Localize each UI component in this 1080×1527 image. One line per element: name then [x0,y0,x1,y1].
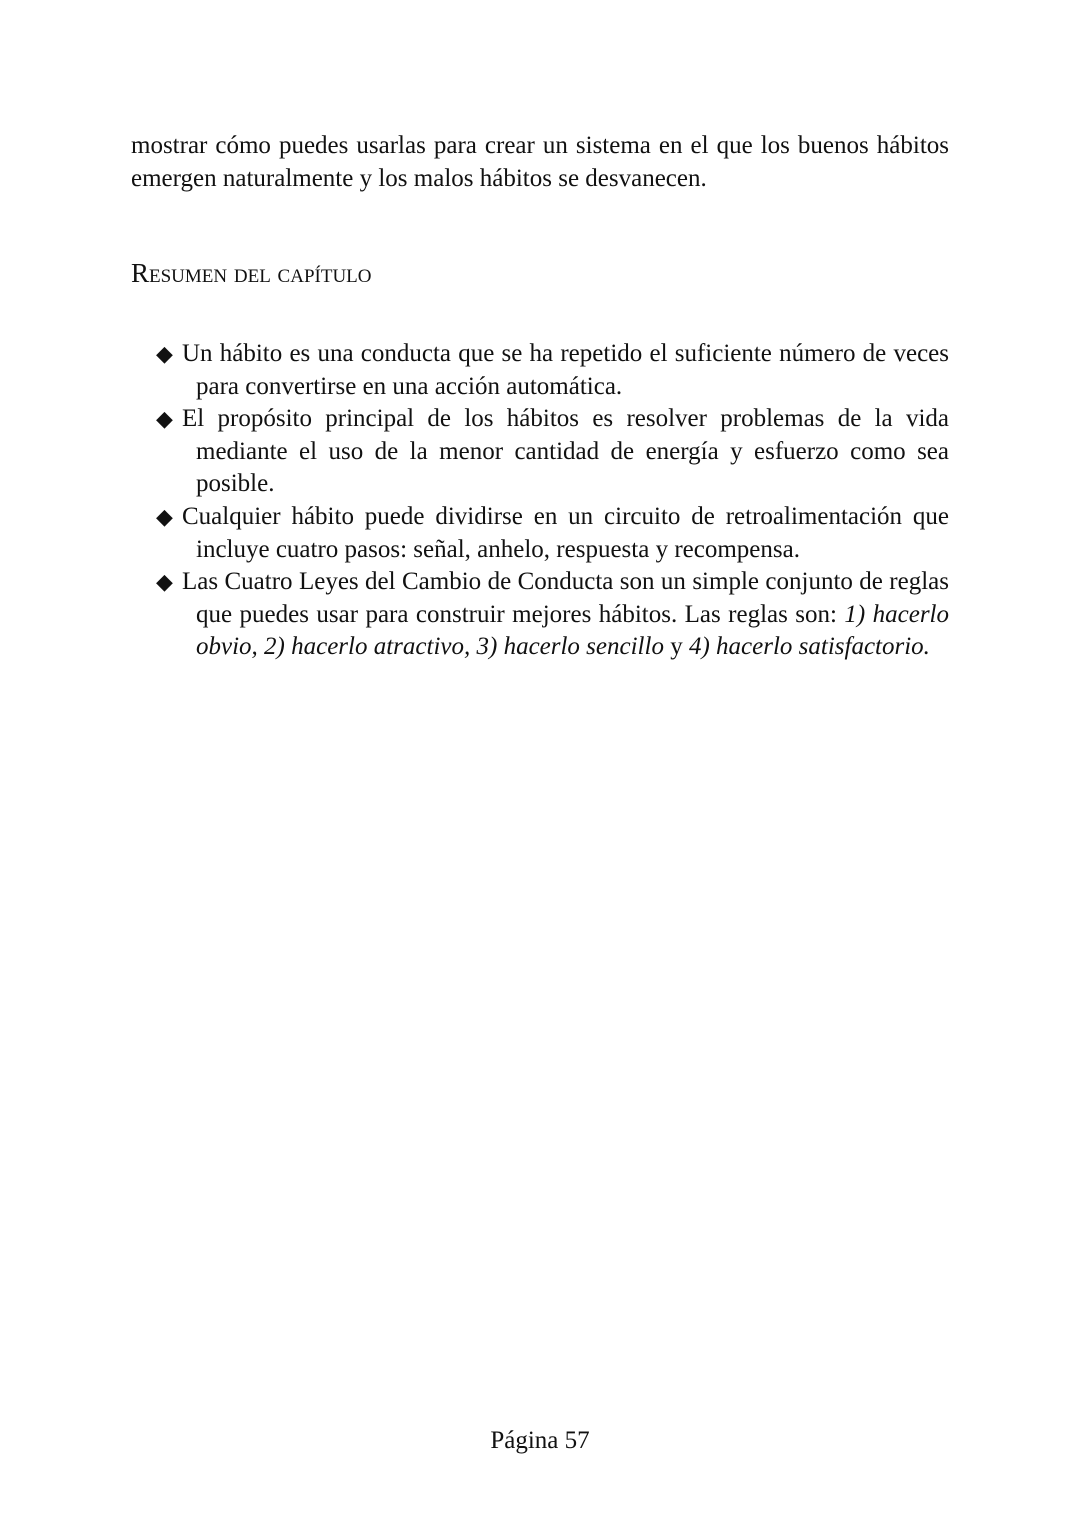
diamond-bullet-icon: ◆ [156,569,173,595]
diamond-bullet-icon: ◆ [156,503,173,529]
page-number: Página 57 [490,1427,590,1454]
page-body [131,129,949,664]
list-item [131,566,949,664]
list-item-text: Las Cuatro Leyes del Cambio de Conducta son un simple conjunto de reglas que puedes usar para construir mejores hábitos. Las reglas son: [182,568,949,628]
list-item [131,338,949,403]
list-item-text: Cualquier hábito puede dividirse en un circuito de retroalimentación que incluye cuatro pasos: señal, anhelo, respuesta y recompensa. [182,502,949,563]
summary-list [131,338,949,664]
diamond-bullet-icon: ◆ [156,406,173,432]
rules-italic-2: 4) hacerlo satisfactorio. [688,633,930,661]
list-item-text: Un hábito es una conducta que se ha repetido el suficiente número de veces para convertirse en una acción automática. [182,340,949,400]
list-item [131,501,949,566]
list-item-text: El propósito principal de los hábitos es resolver problemas de la vida mediante el uso de la menor cantidad de energía y esfuerzo como sea posible. [182,405,949,498]
diamond-bullet-icon: ◆ [156,341,173,366]
list-item [131,403,949,501]
rules-conjunction: y [663,633,689,661]
intro-paragraph: mostrar cómo puedes usarlas para crear un sistema en el que los buenos hábitos emergen naturalmente y los malos hábitos se desvanecen. [131,132,949,192]
rules-italic-1: 1) hacerlo obvio, 2) hacerlo atractivo, 3) hacerlo sencillo [196,600,950,661]
section-heading: Resumen del capítulo [131,258,372,288]
